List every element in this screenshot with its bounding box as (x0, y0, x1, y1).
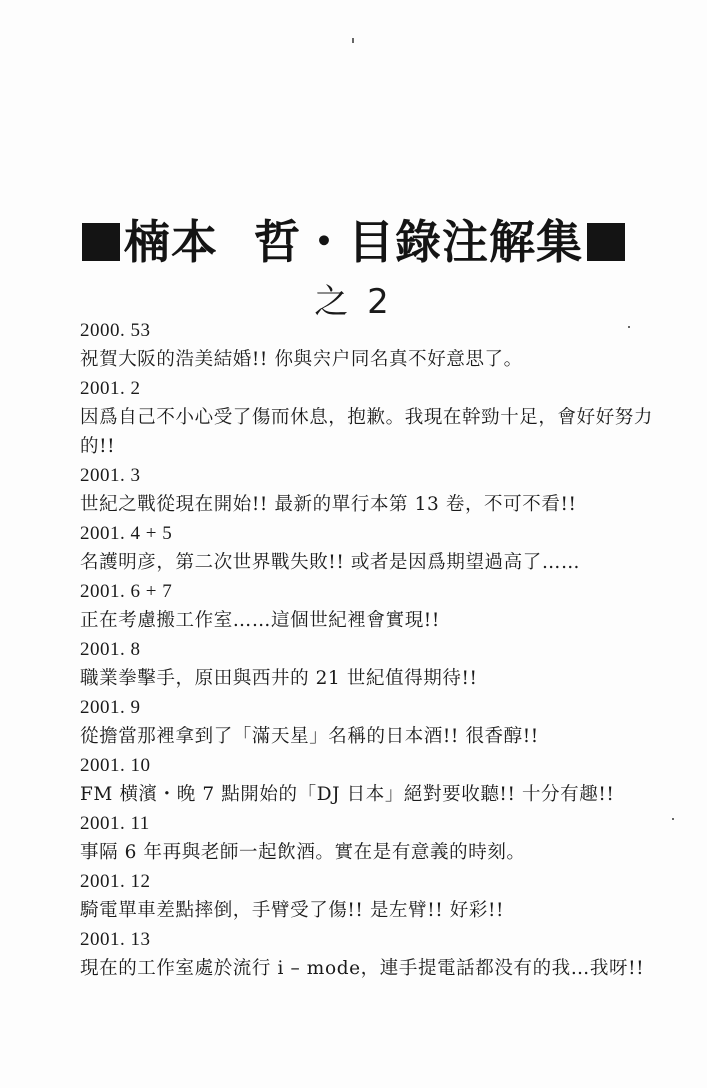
entry-date: 2001. 12 (80, 871, 151, 892)
page-subtitle: 之 2 (314, 282, 393, 322)
list-item (80, 693, 660, 751)
title-block (0, 212, 707, 324)
entry-date: 2001. 11 (80, 813, 150, 834)
entry-date: 2001. 4 + 5 (80, 523, 173, 544)
entry-text: FM 横濱・晚 7 點開始的「DJ 日本」絕對要收聽!! 十分有趣!! (80, 784, 615, 805)
list-item (80, 867, 660, 925)
list-item (80, 751, 660, 809)
title-collection: ・目錄注解集 (301, 215, 583, 269)
list-item (80, 809, 660, 867)
entry-text: 因爲自己不小心受了傷而休息，抱歉。我現在幹勁十足，會好好努力的!! (80, 407, 654, 457)
black-square-icon (82, 223, 120, 261)
entry-date: 2001. 9 (80, 697, 141, 718)
title-author-given: 哲 (254, 215, 301, 269)
entry-date: 2001. 3 (80, 465, 141, 486)
entry-text: 名護明彦，第二次世界戰失敗!! 或者是因爲期望過高了…… (80, 552, 581, 573)
list-item (80, 577, 660, 635)
entry-text: 事隔 6 年再與老師一起飲酒。實在是有意義的時刻。 (80, 842, 526, 863)
entry-text: 世紀之戰從現在開始!! 最新的單行本第 13 卷，不可不看!! (80, 494, 577, 515)
list-item (80, 374, 660, 461)
title-author-surname: 楠本 (124, 215, 218, 269)
entry-text: 從擔當那裡拿到了「滿天星」名稱的日本酒!! 很香醇!! (80, 726, 539, 747)
entry-date: 2000. 53 (80, 320, 151, 341)
scan-speck (352, 38, 354, 43)
list-item (80, 461, 660, 519)
entry-text: 職業拳擊手，原田與西井的 21 世紀值得期待!! (80, 668, 478, 689)
list-item (80, 635, 660, 693)
entry-date: 2001. 2 (80, 378, 141, 399)
entry-text: 現在的工作室處於流行 i – mode，連手提電話都没有的我…我呀!! (80, 958, 645, 979)
entry-date: 2001. 13 (80, 929, 151, 950)
list-item (80, 925, 660, 983)
scan-speck (672, 818, 674, 820)
page-title (0, 212, 707, 272)
list-item (80, 316, 660, 374)
entry-date: 2001. 6 + 7 (80, 581, 173, 602)
entry-text: 祝賀大阪的浩美結婚!! 你與宍户同名真不好意思了。 (80, 349, 523, 370)
entry-date: 2001. 10 (80, 755, 151, 776)
entry-date: 2001. 8 (80, 639, 141, 660)
black-square-icon (587, 223, 625, 261)
list-item (80, 519, 660, 577)
annotation-list (80, 316, 660, 983)
entry-text: 騎電單車差點摔倒，手臂受了傷!! 是左臂!! 好彩!! (80, 900, 505, 921)
entry-text: 正在考慮搬工作室……這個世紀裡會實現!! (80, 610, 440, 631)
